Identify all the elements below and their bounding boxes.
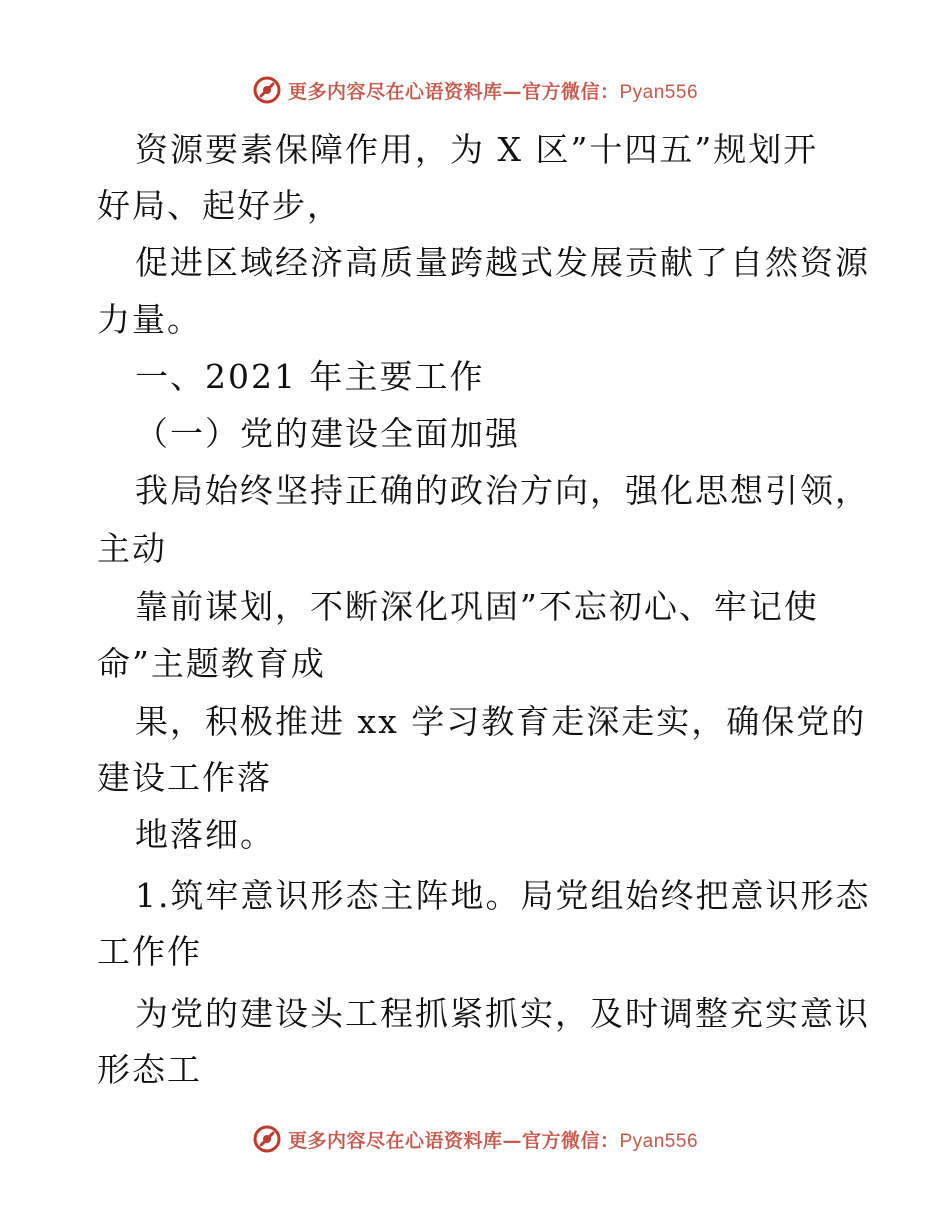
section-heading: 一、2021 年主要工作 bbox=[135, 357, 485, 396]
paragraph-line: 好局、起好步， bbox=[97, 186, 342, 225]
paragraph-line: 力量。 bbox=[97, 300, 202, 339]
paragraph-line: 靠前谋划，不断深化巩固”不忘初心、牢记使 bbox=[135, 587, 819, 626]
paragraph-line: 形态工 bbox=[97, 1050, 202, 1089]
watermark-text: 更多内容尽在心语资料库—官方微信：Pyan556 bbox=[287, 80, 699, 103]
paragraph-line: 果，积极推进 xx 学习教育走深走实，确保党的 bbox=[135, 702, 867, 741]
numbered-item-line: 1.筑牢意识形态主阵地。局党组始终把意识形态 bbox=[135, 876, 871, 915]
paragraph-line: 主动 bbox=[97, 529, 167, 568]
paragraph-line: 我局始终坚持正确的政治方向，强化思想引领， bbox=[135, 471, 870, 510]
paragraph-line: 为党的建设头工程抓紧抓实，及时调整充实意识 bbox=[135, 994, 870, 1033]
paragraph-line: 建设工作落 bbox=[97, 758, 272, 797]
brand-logo-icon bbox=[252, 1124, 282, 1154]
paragraph-line: 工作作 bbox=[97, 932, 202, 971]
watermark-text: 更多内容尽在心语资料库—官方微信：Pyan556 bbox=[287, 1129, 699, 1152]
subsection-heading: （一）党的建设全面加强 bbox=[135, 414, 520, 453]
paragraph-line: 地落细。 bbox=[135, 815, 275, 854]
paragraph-line: 促进区域经济高质量跨越式发展贡献了自然资源 bbox=[135, 243, 870, 282]
paragraph-line: 资源要素保障作用，为 X 区”十四五”规划开 bbox=[135, 130, 819, 169]
footer-watermark bbox=[0, 1119, 950, 1159]
paragraph-line: 命”主题教育成 bbox=[97, 644, 326, 683]
